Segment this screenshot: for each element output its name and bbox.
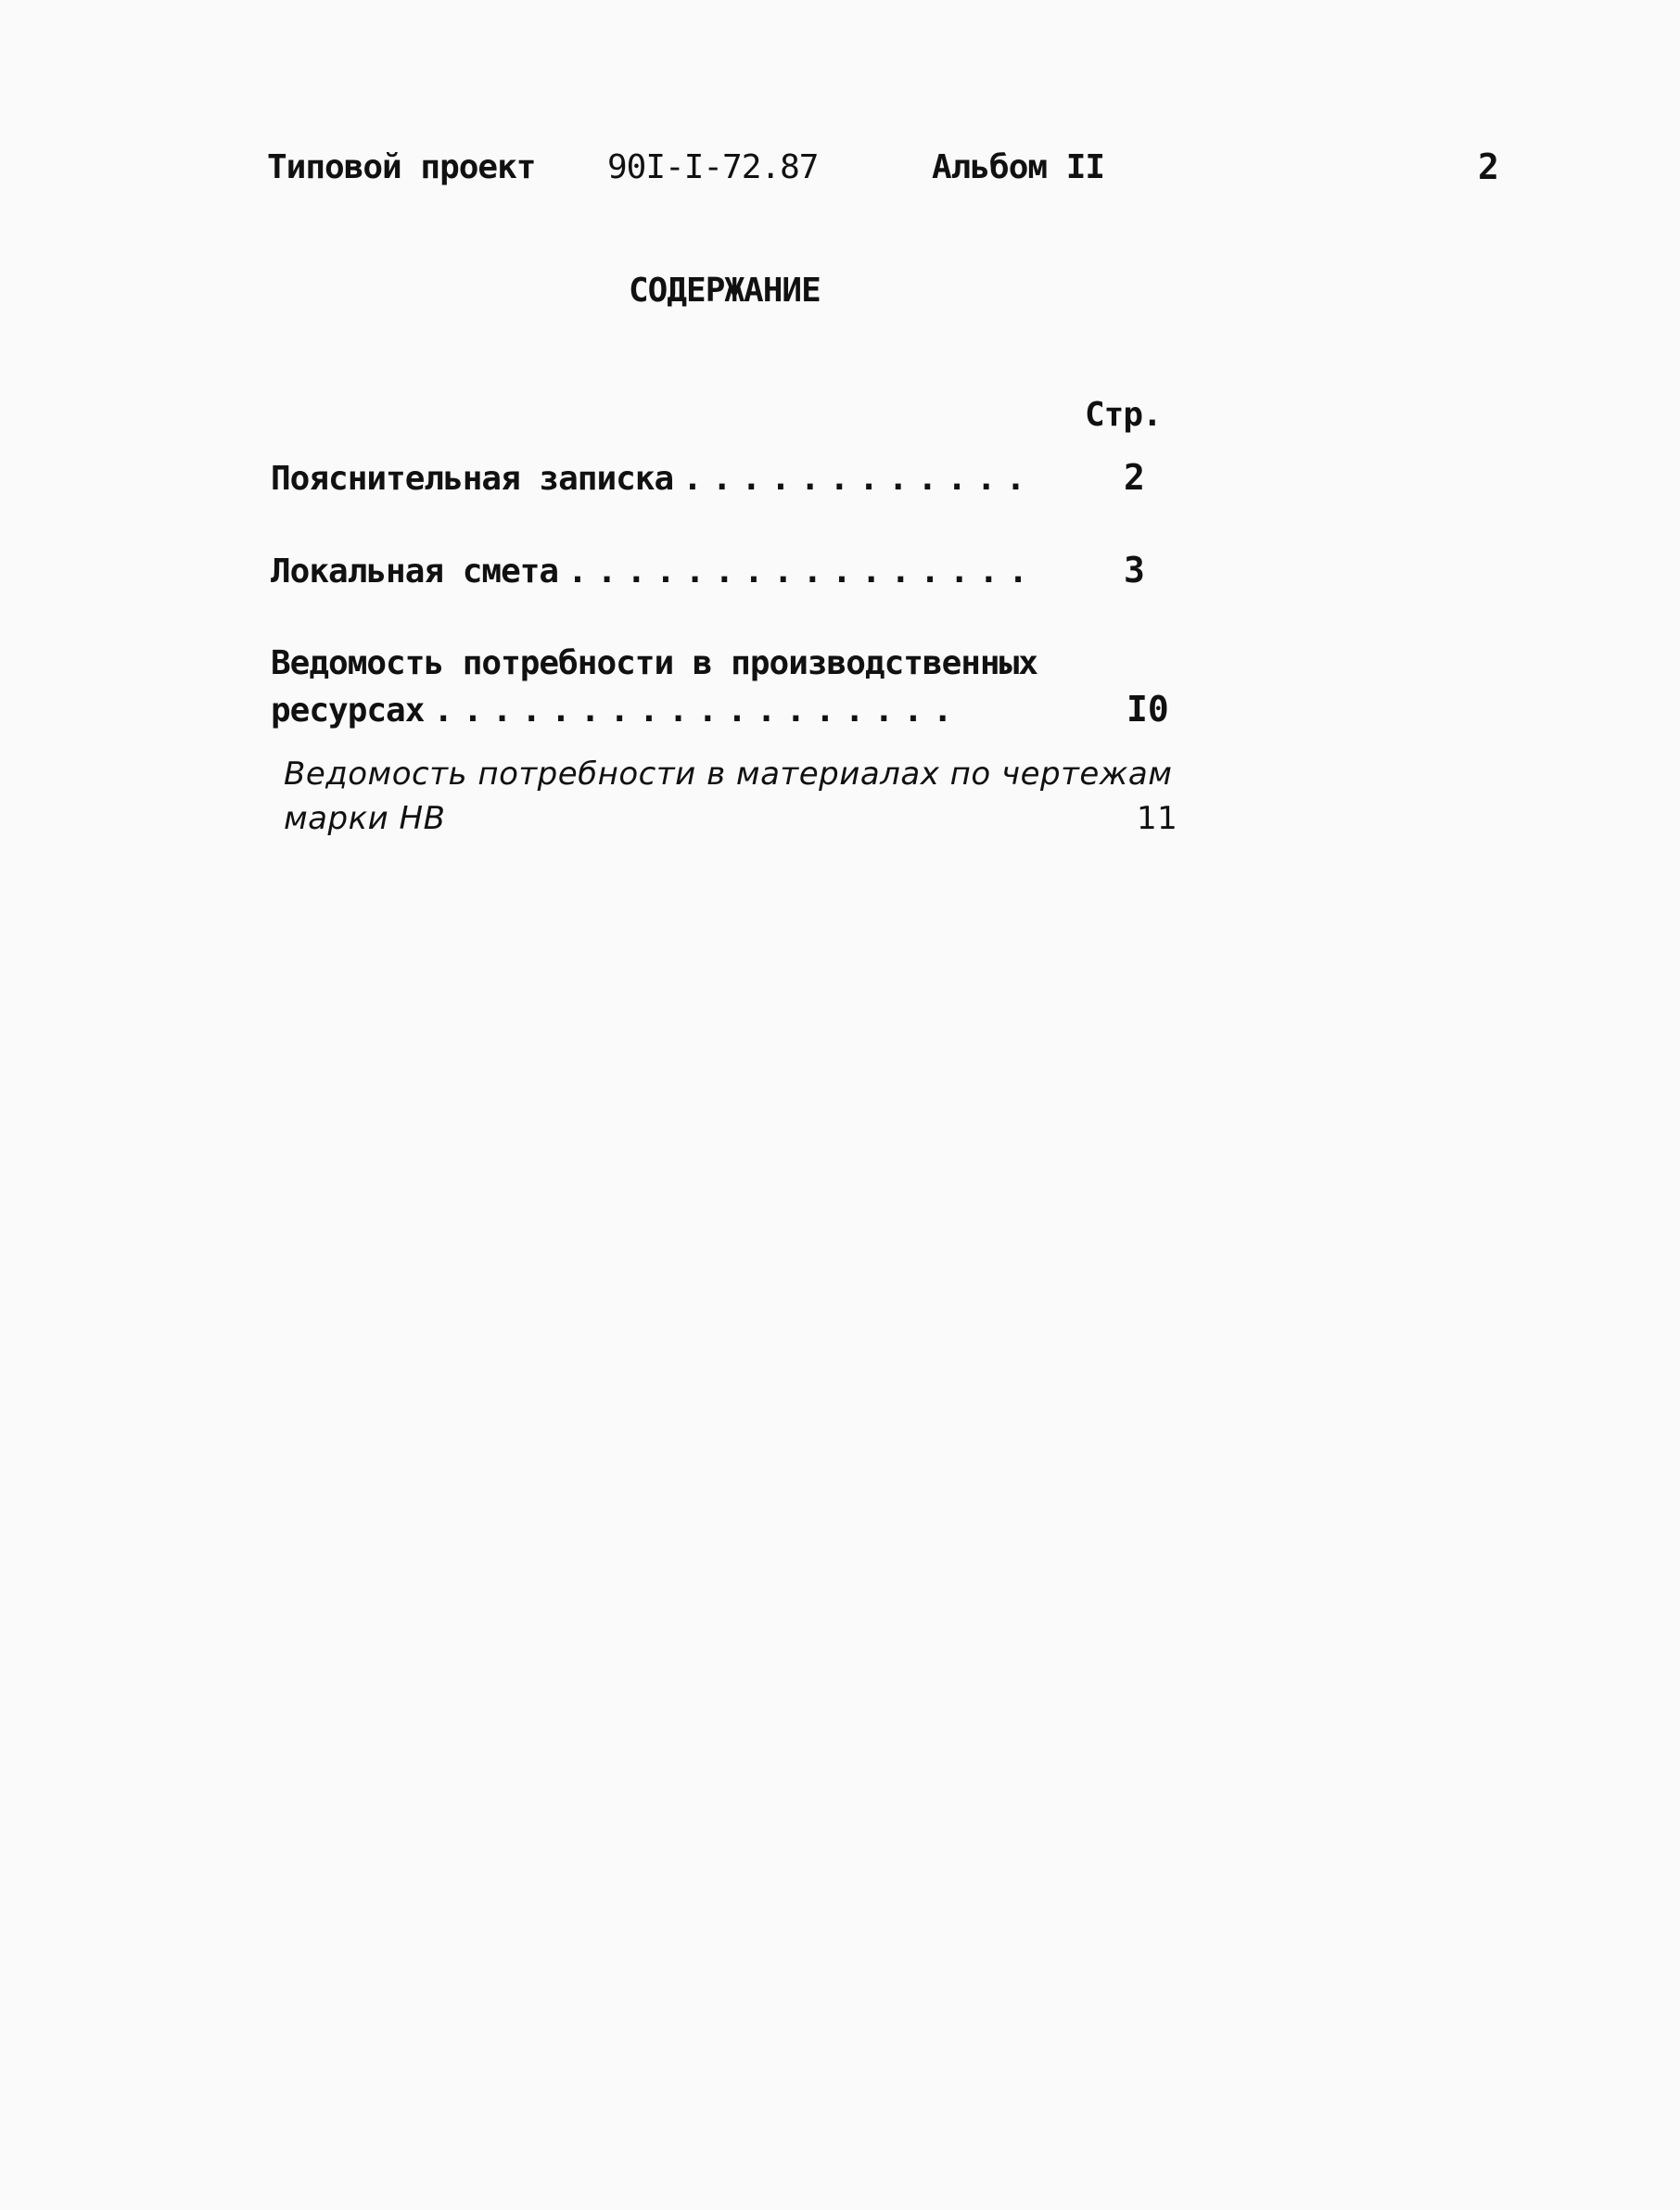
header-album-label: Альбом II: [932, 148, 1105, 186]
toc-entry-resources-line1: Ведомость потребности в производственных: [271, 644, 1037, 682]
toc-entry-text: Пояснительная записка: [271, 460, 674, 498]
toc-leader-dots: ............: [682, 460, 1036, 498]
contents-title: СОДЕРЖАНИЕ: [629, 272, 821, 310]
toc-entry-text: ресурсах: [271, 692, 425, 730]
handwritten-entry-materials-line2: марки НВ: [284, 800, 446, 837]
toc-entry-explanatory-note: [271, 460, 1035, 498]
toc-entry-text: Локальная смета: [271, 552, 559, 591]
header-project-code: 90I-I-72.87: [607, 148, 819, 186]
toc-entry-page: I0: [1126, 689, 1169, 730]
handwritten-entry-materials-line1: Ведомость потребности в материалах по чертежам: [284, 756, 1173, 793]
toc-entry-local-estimate: [271, 552, 1037, 591]
handwritten-entry-page: 11: [1137, 800, 1178, 837]
header-project-label: Типовой проект: [267, 148, 536, 186]
header-page-number: 2: [1478, 146, 1499, 187]
toc-entry-page: 2: [1124, 457, 1145, 498]
toc-leader-dots: ..................: [433, 692, 962, 730]
toc-leader-dots: ................: [567, 552, 1037, 591]
page-column-label: Стр.: [1085, 396, 1162, 434]
toc-entry-resources-line2: [271, 692, 962, 730]
toc-entry-page: 3: [1124, 550, 1145, 591]
